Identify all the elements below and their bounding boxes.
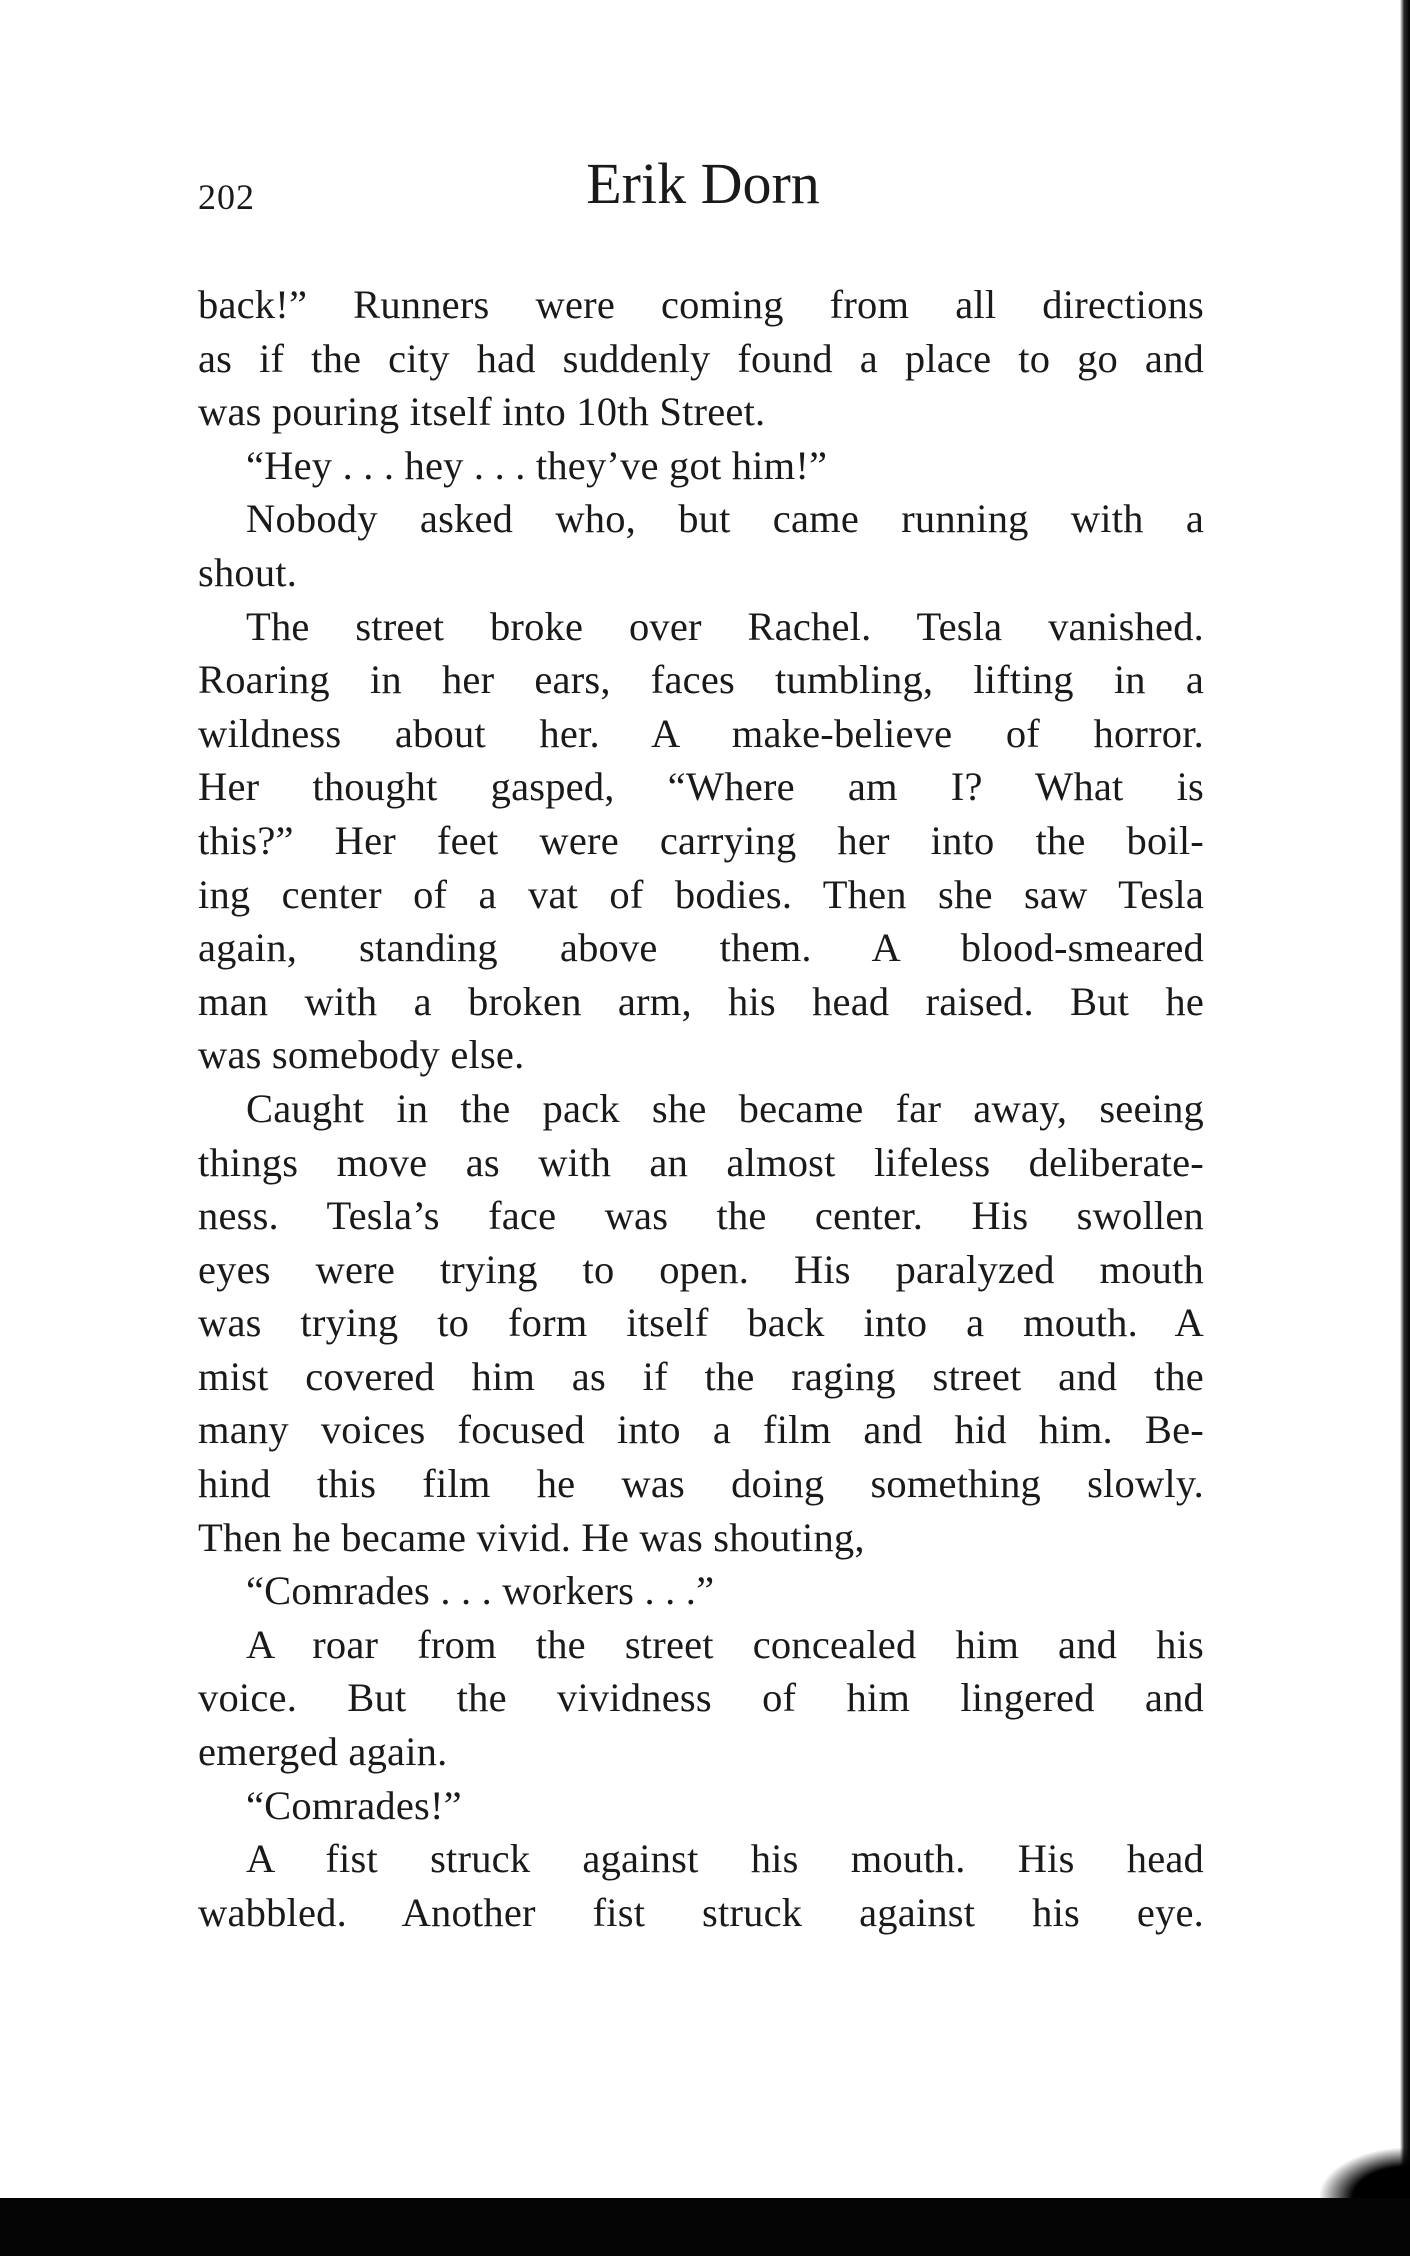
text-line: was somebody else. [198, 1032, 525, 1078]
text-line: Nobody asked who, but came running with a [246, 496, 1204, 542]
body-text [198, 278, 1204, 1939]
text-line: back!” Runners were coming from all directions [198, 282, 1204, 327]
text-line: wildness about her. A make-believe of horror. [198, 710, 1204, 756]
text-line: “Comrades!” [246, 1782, 462, 1828]
text-line: A roar from the street concealed him and his [246, 1621, 1204, 1667]
text-line: was pouring itself into 10th Street. [198, 389, 766, 435]
text-line: many voices focused into a film and hid him. Be- [198, 1407, 1204, 1453]
text-line: hind this film he was doing something slowly. [198, 1461, 1204, 1507]
text-line: was trying to form itself back into a mouth. A [198, 1300, 1204, 1346]
text-line: again, standing above them. A blood-smeared [198, 925, 1204, 971]
text-line: Roaring in her ears, faces tumbling, lifting in a [198, 657, 1204, 703]
text-line: this?” Her feet were carrying her into the boil- [198, 817, 1204, 863]
text-line: as if the city had suddenly found a place to go and [198, 335, 1204, 381]
text-line: emerged again. [198, 1729, 448, 1775]
text-line: eyes were trying to open. His paralyzed mouth [198, 1246, 1204, 1292]
scan-bottom-border [0, 2198, 1410, 2256]
text-line: voice. But the vividness of him lingered and [198, 1675, 1204, 1721]
running-head [198, 150, 1208, 230]
text-line: mist covered him as if the raging street and the [198, 1353, 1204, 1399]
text-line: wabbled. Another fist struck against his eye. [198, 1889, 1204, 1935]
text-line: man with a broken arm, his head raised. But he [198, 978, 1204, 1024]
text-line: things move as with an almost lifeless deliberate- [198, 1139, 1204, 1185]
running-title: Erik Dorn [586, 151, 820, 216]
page-number: 202 [198, 177, 255, 217]
text-line: Then he became vivid. He was shouting, [198, 1514, 865, 1560]
text-line: Caught in the pack she became far away, seeing [246, 1085, 1204, 1131]
text-line: The street broke over Rachel. Tesla vanished. [246, 603, 1204, 649]
page-curl-shadow [1320, 2148, 1410, 2198]
page-edge-shadow [1400, 0, 1410, 2256]
text-line: “Comrades . . . workers . . .” [246, 1568, 715, 1614]
text-line: A fist struck against his mouth. His head [246, 1836, 1204, 1882]
text-line: ing center of a vat of bodies. Then she saw Tesla [198, 871, 1204, 917]
text-line: Her thought gasped, “Where am I? What is [198, 764, 1204, 810]
text-line: “Hey . . . hey . . . they’ve got him!” [246, 442, 828, 488]
text-line: ness. Tesla’s face was the center. His swollen [198, 1193, 1204, 1239]
text-line: shout. [198, 549, 298, 595]
